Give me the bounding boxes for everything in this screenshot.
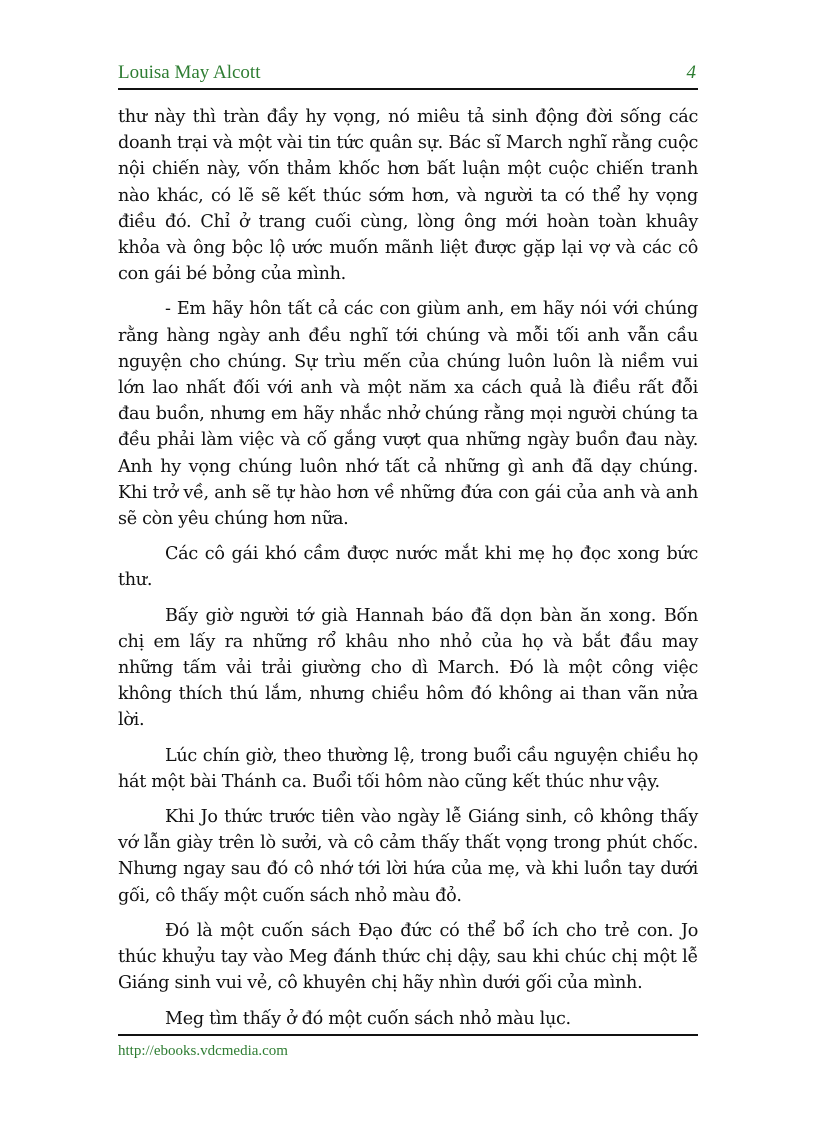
page-number: 4: [686, 62, 696, 83]
paragraph-7: Đó là một cuốn sách Đạo đức có thể bổ ích cho trẻ con. Jo thúc khuỷu tay vào Meg đánh thức chị dậy, sau khi chúc chị một lễ Giáng sinh vui vẻ, cô khuyên chị hãy nhìn dưới gối của mình.: [118, 920, 698, 994]
author-name: Louisa May Alcott: [118, 62, 261, 83]
paragraph-1: thư này thì tràn đầy hy vọng, nó miêu tả sinh động đời sống các doanh trại và một vài tin tức quân sự. Bác sĩ March nghĩ rằng cuộc nội chiến này, vốn thảm khốc hơn bất luận một cuộc chiến tranh nào khác, có lẽ sẽ kết thúc sớm hơn, và người ta có thể hy vọng điều đó. Chỉ ở trang cuối cùng, lòng ông mới hoàn toàn khuây khỏa và ông bộc lộ ước muốn mãnh liệt được gặp lại vợ và các cô con gái bé bỏng của mình.: [118, 107, 698, 285]
paragraph-5: Lúc chín giờ, theo thường lệ, trong buổi cầu nguyện chiều họ hát một bài Thánh ca. Buổi tối hôm nào cũng kết thúc như vậy.: [118, 745, 698, 792]
header-divider: [118, 88, 698, 90]
footer-link[interactable]: http://ebooks.vdcmedia.com: [118, 1043, 288, 1059]
body-text: [118, 104, 698, 1041]
paragraph-8: Meg tìm thấy ở đó một cuốn sách nhỏ màu lục.: [165, 1008, 571, 1029]
footer-divider: [118, 1034, 698, 1036]
paragraph-3: Các cô gái khó cầm được nước mắt khi mẹ họ đọc xong bức thư.: [118, 544, 698, 591]
paragraph-2: - Em hãy hôn tất cả các con giùm anh, em hãy nói với chúng rằng hàng ngày anh đều nghĩ tới chúng và mỗi tối anh vẫn cầu nguyện cho chúng. Sự trìu mến của chúng luôn luôn là niềm vui lớn lao nhất đối với anh và một năm xa cách quả là điều rất đỗi đau buồn, nhưng em hãy nhắc nhở chúng rằng mọi người chúng ta đều phải làm việc và cố gắng vượt qua những ngày buồn đau này. Anh hy vọng chúng luôn nhớ tất cả những gì anh đã dạy chúng. Khi trở về, anh sẽ tự hào hơn về những đứa con gái của anh và anh sẽ còn yêu chúng hơn nữa.: [118, 299, 698, 530]
paragraph-4: Bấy giờ người tớ già Hannah báo đã dọn bàn ăn xong. Bốn chị em lấy ra những rổ khâu nho nhỏ của họ và bắt đầu may những tấm vải trải giường cho dì March. Đó là một công việc không thích thú lắm, nhưng chiều hôm đó không ai than vãn nửa lời.: [118, 605, 698, 731]
paragraph-6: Khi Jo thức trước tiên vào ngày lễ Giáng sinh, cô không thấy vớ lẫn giày trên lò sưởi, và cô cảm thấy thất vọng trong phút chốc. Nhưng ngay sau đó cô nhớ tới lời hứa của mẹ, và khi luồn tay dưới gối, cô thấy một cuốn sách nhỏ màu đỏ.: [118, 807, 698, 906]
page-header: [118, 60, 698, 90]
